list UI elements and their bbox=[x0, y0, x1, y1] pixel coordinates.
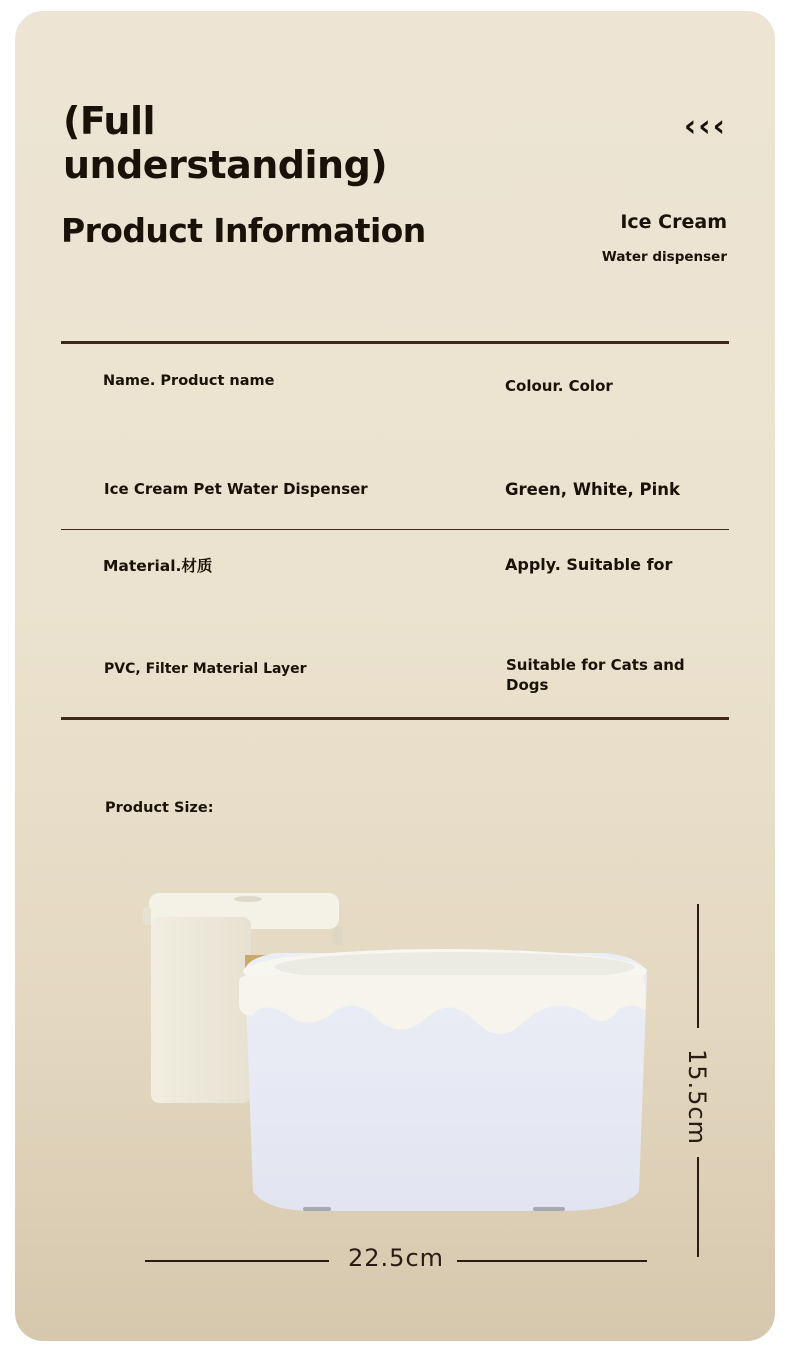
width-dimension-line-right bbox=[457, 1260, 647, 1262]
divider-bottom bbox=[61, 717, 729, 720]
water-dispenser-image bbox=[135, 871, 655, 1211]
width-dimension: 22.5cm bbox=[348, 1244, 445, 1272]
height-dimension-line-bottom bbox=[697, 1157, 699, 1257]
height-dimension-line-top bbox=[697, 904, 699, 1028]
divider-top bbox=[61, 341, 729, 344]
material-value: PVC, Filter Material Layer bbox=[104, 661, 307, 677]
tagline: (Full understanding) bbox=[63, 99, 388, 187]
colour-value: Green, White, Pink bbox=[505, 480, 680, 499]
product-size-label: Product Size: bbox=[105, 800, 214, 816]
brand-name: Ice Cream bbox=[620, 211, 727, 233]
apply-value: Suitable for Cats and Dogs bbox=[506, 656, 685, 694]
height-dimension: 15.5cm bbox=[683, 1048, 711, 1145]
brand-subtitle: Water dispenser bbox=[601, 249, 727, 265]
name-label: Name. Product name bbox=[103, 373, 275, 389]
colour-label: Colour. Color bbox=[505, 377, 613, 395]
name-value: Ice Cream Pet Water Dispenser bbox=[104, 480, 368, 498]
divider-middle bbox=[61, 529, 729, 530]
product-info-card bbox=[15, 11, 775, 1341]
apply-label: Apply. Suitable for bbox=[505, 555, 673, 574]
chevron-left-icon: ‹‹‹ bbox=[683, 109, 727, 144]
material-label: Material.材质 bbox=[103, 557, 213, 575]
page-title: Product Information bbox=[61, 211, 426, 250]
width-dimension-line-left bbox=[145, 1260, 329, 1262]
